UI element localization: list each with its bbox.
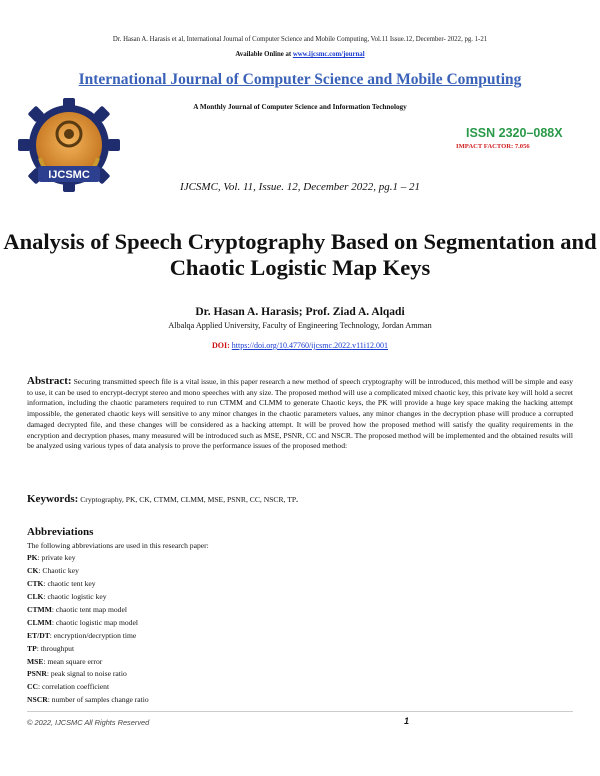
abbreviation-definition: : correlation coefficient (37, 682, 110, 692)
abbreviation-definition: : chaotic logistic key (43, 591, 107, 601)
abbreviation-definition: : peak signal to noise ratio (46, 669, 127, 679)
abbreviation-definition: : encryption/decryption time (49, 630, 137, 640)
abbreviation-term: CK (27, 565, 39, 575)
logo-text: IJCSMC (48, 169, 90, 181)
abbreviation-term: PSNR (27, 669, 47, 679)
abbreviation-item (27, 630, 149, 643)
abbreviation-term: NSCR (27, 695, 48, 705)
doi-link[interactable]: https://doi.org/10.47760/ijcsmc.2022.v11i12.001 (231, 341, 388, 350)
abbreviation-item (27, 643, 149, 656)
page-number: 1 (404, 716, 410, 726)
affiliation: Albalqa Applied University, Faculty of Engineering Technology, Jordan Amman (168, 321, 432, 330)
abstract (27, 376, 573, 452)
keywords (27, 493, 573, 505)
abbreviation-term: ET/DT (27, 630, 50, 640)
abbreviation-definition: : chaotic tent key (43, 578, 96, 588)
footer-copyright: © 2022, IJCSMC All Rights Reserved (27, 718, 150, 727)
abbreviation-definition: : Chaotic key (38, 565, 79, 575)
abbreviations-intro: The following abbreviations are used in this research paper: (27, 541, 209, 550)
abbreviation-term: MSE (27, 656, 44, 666)
abbreviation-term: TP (27, 643, 37, 653)
abbreviation-item (27, 681, 149, 694)
authors: Dr. Hasan A. Harasis; Prof. Ziad A. Alqadi (195, 306, 405, 318)
abbreviation-item (27, 591, 149, 604)
doi-label: DOI: (211, 341, 230, 350)
abbreviation-item (27, 552, 149, 565)
abbreviation-item (27, 578, 149, 591)
abbreviation-term: CLMM (27, 617, 52, 627)
abbreviation-definition: : mean square error (43, 656, 103, 666)
journal-name: International Journal of Computer Science and Mobile Computing (78, 71, 522, 88)
availability-line (0, 51, 600, 58)
abbreviation-item (27, 604, 149, 617)
doi-line (0, 341, 600, 350)
abbreviation-definition: : chaotic tent map model (51, 604, 127, 614)
keywords-end: . (296, 495, 298, 504)
abbreviations-heading: Abbreviations (27, 526, 94, 538)
abbreviation-term: PK (27, 553, 38, 562)
journal-url-link[interactable]: www.ijcsmc.com/journal (292, 51, 365, 58)
keywords-text: Cryptography, PK, CK, CTMM, CLMM, MSE, PSNR, CC, NSCR, TP (80, 495, 297, 504)
abbreviation-item (27, 617, 149, 630)
running-head: Dr. Hasan A. Harasis et al, International Journal of Computer Science and Mobile Computing, Vol.11 Issue.12, December- 2022, pg. 1-21 (112, 36, 488, 43)
footer-divider (27, 711, 573, 712)
abbreviation-term: CTK (27, 578, 44, 588)
abbreviation-term: CC (27, 682, 38, 692)
paper-title: Analysis of Speech Cryptography Based on Segmentation and Chaotic Logistic Map Keys (3, 229, 597, 280)
abbreviation-item (27, 656, 149, 669)
abbreviation-definition: : private key (37, 553, 76, 562)
abbreviation-item (27, 565, 149, 578)
abstract-text: Securing transmitted speech file is a vital issue, in this paper research a new method of speech cryptography will be introduced, this method will be simple and easy to use, it can be used to encrypt-decrypt stereo and mono speeches with any size. The proposed method will use a complicated mixed chaotic key, this private key will hold a secret information, including the chaotic parameters required to run CTMM and CLMM to generate Chaotic keys, the PK will provide a huge key space making the hacking attempt impossible, the generated chaotic keys will sensitive to any minor changes in the chaotic parameters values, any minor changes in the decryption phase will produce a corrupted damaged decrypted file, and these changes will be considered as a hacking attempt. It will be proved how the proposed method will satisfy the quality requirements in the encryption and decryption phases, many measured will be introduced such as MSE, PSNR, CC and NSCR. The proposed method will be implemented and the obtained results will be analyzed using various types of data analysis to prove the performance issues of the proposed method: (27, 377, 573, 451)
journal-tagline: A Monthly Journal of Computer Science and Information Technology (193, 103, 407, 111)
abbreviation-definition: : number of samples change ratio (47, 695, 149, 705)
abstract-label: Abstract: (27, 375, 72, 387)
abbreviation-item (27, 668, 149, 681)
issn-number: ISSN 2320–088X (466, 126, 563, 140)
abbreviations-list (27, 552, 149, 707)
abbreviation-term: CLK (27, 591, 44, 601)
keywords-label: Keywords: (27, 493, 79, 505)
available-label: Available Online at (235, 51, 292, 58)
abbreviation-item (27, 694, 149, 707)
impact-factor: IMPACT FACTOR: 7.056 (456, 143, 530, 150)
abbreviation-definition: : chaotic logistic map model (51, 617, 138, 627)
abbreviation-term: CTMM (27, 604, 52, 614)
abbreviation-definition: : throughput (36, 643, 75, 653)
issue-line: IJCSMC, Vol. 11, Issue. 12, December 2022, pg.1 – 21 (180, 181, 420, 193)
